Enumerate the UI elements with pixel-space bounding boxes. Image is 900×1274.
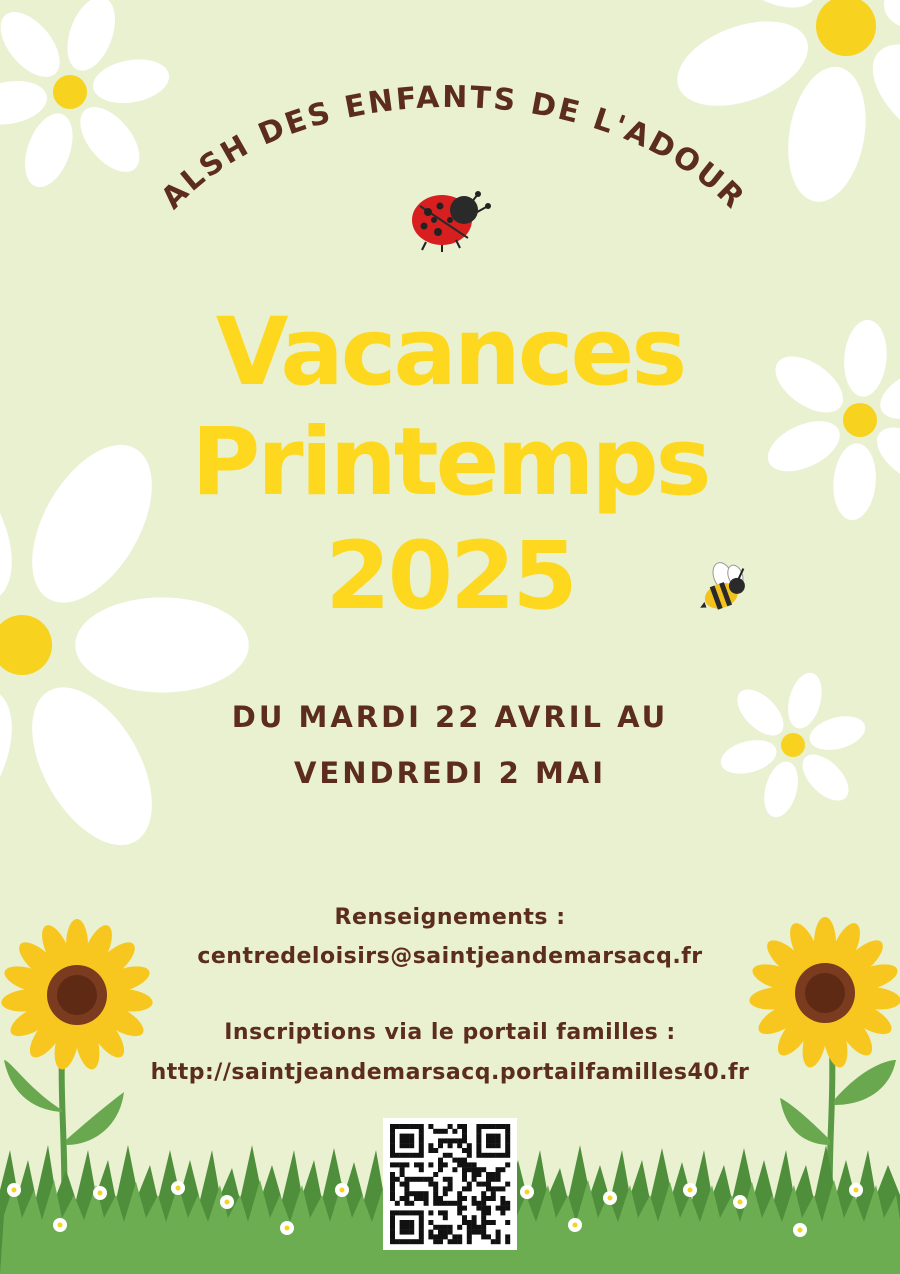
arch-title: ALSH DES ENFANTS DE L'ADOUR (154, 79, 753, 217)
contact-email[interactable]: centredeloisirs@saintjeandemarsacq.fr (197, 944, 703, 969)
daisy-flower (645, 0, 900, 232)
portal-url-link[interactable]: http://saintjeandemarsacq.portailfamilles40.fr (150, 1060, 750, 1085)
inscriptions-label: Inscriptions via le portail familles : (224, 1020, 676, 1045)
dates-line-1: DU MARDI 22 AVRIL AU (231, 700, 669, 734)
title-line-2: Printemps (191, 408, 709, 517)
title-year: 2025 (325, 522, 575, 631)
ladybug-icon (412, 191, 491, 252)
title-line-1: Vacances (215, 298, 685, 407)
dates-line-2: VENDREDI 2 MAI (293, 756, 607, 790)
daisy-flower (704, 654, 882, 835)
qr-code (383, 1118, 517, 1250)
info-label: Renseignements : (334, 905, 566, 930)
